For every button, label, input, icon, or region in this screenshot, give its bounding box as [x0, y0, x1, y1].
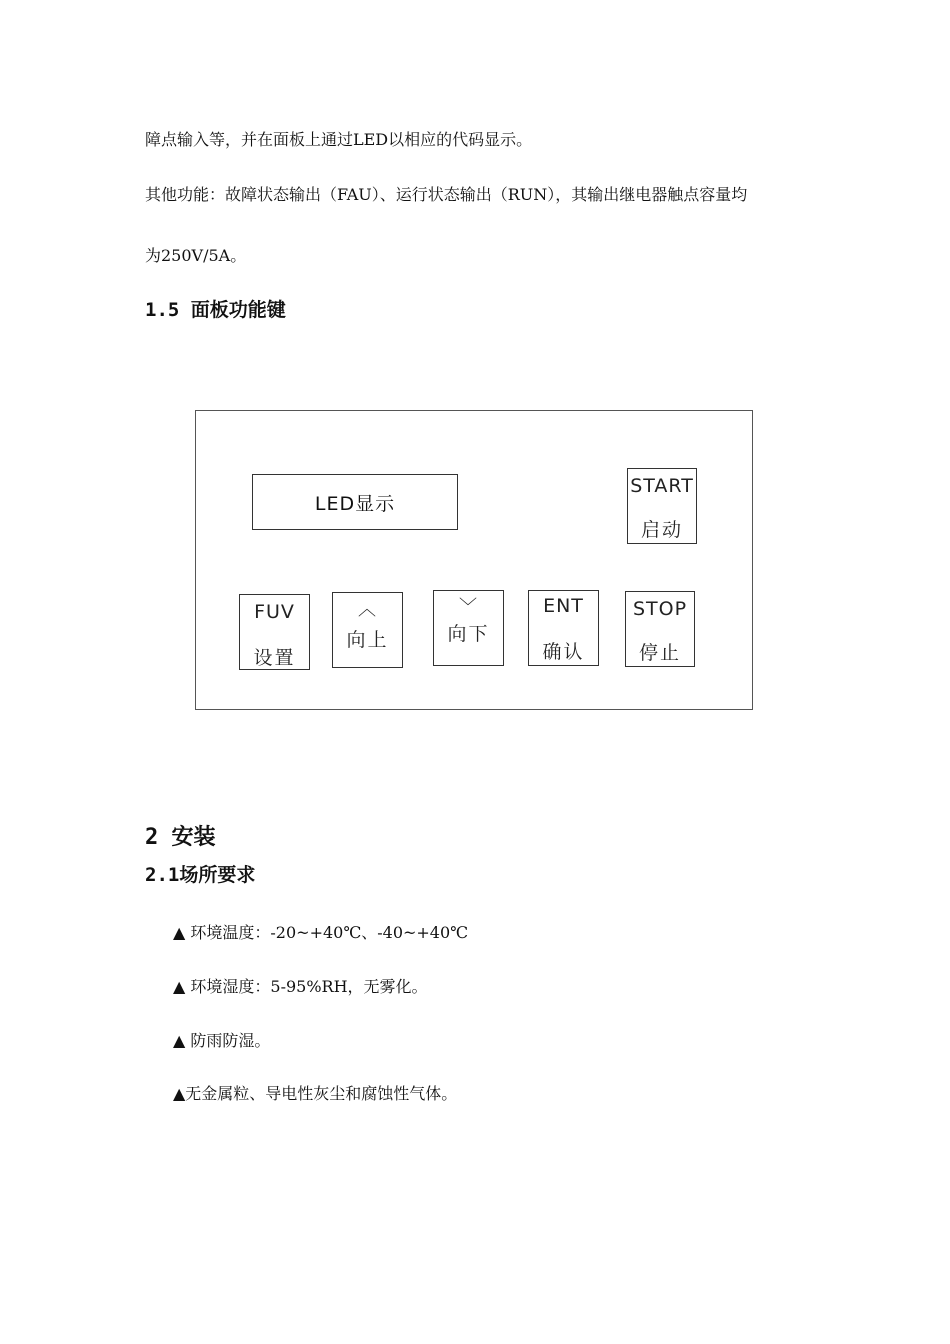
paragraph-other-functions: 其他功能：故障状态输出（FAU）、运行状态输出（RUN），其输出继电器触点容量均 [145, 185, 748, 204]
down-key-label: 向下 [447, 623, 490, 645]
fuv-key-sublabel: 设置 [253, 647, 296, 669]
ent-key-label: ENT [543, 595, 584, 617]
fuv-key [239, 594, 310, 670]
section-heading-2-1: 2.1场所要求 [145, 864, 256, 886]
section-heading-2: 2 安装 [145, 825, 216, 850]
up-key [332, 592, 403, 668]
stop-key [625, 591, 695, 667]
requirement-temperature: ▲ 环境温度：-20~+40℃、-40~+40℃ [173, 923, 469, 942]
start-key-label: START [630, 475, 694, 497]
control-panel-diagram [195, 410, 753, 710]
up-key-label: 向上 [346, 629, 389, 651]
stop-key-label: STOP [632, 598, 688, 620]
requirement-no-dust: ▲无金属粒、导电性灰尘和腐蚀性气体。 [173, 1084, 458, 1103]
stop-key-sublabel: 停止 [638, 642, 681, 664]
start-key-sublabel: 启动 [640, 519, 683, 541]
section-heading-1-5: 1.5 面板功能键 [145, 299, 286, 321]
requirement-rain-protection: ▲ 防雨防湿。 [173, 1031, 271, 1050]
requirement-humidity: ▲ 环境湿度：5-95%RH，无雾化。 [173, 977, 428, 996]
ent-key [528, 590, 599, 666]
led-display: LED显示 [252, 474, 458, 530]
ent-key-sublabel: 确认 [542, 641, 585, 663]
paragraph-relay-capacity: 为250V/5A。 [145, 246, 247, 265]
fuv-key-label: FUV [254, 601, 295, 623]
up-arrow-icon: ︿ [358, 599, 377, 620]
down-arrow-icon: ﹀ [459, 597, 478, 618]
start-key [627, 468, 697, 544]
down-key [433, 590, 504, 666]
paragraph-fault-input: 障点输入等，并在面板上通过LED以相应的代码显示。 [145, 130, 533, 149]
